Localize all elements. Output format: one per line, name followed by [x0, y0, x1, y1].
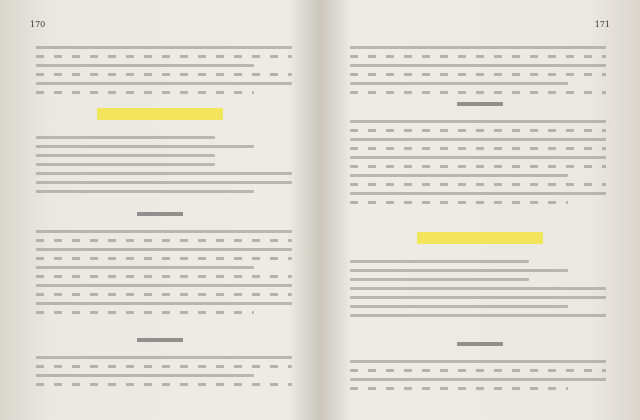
left-title-highlight	[97, 108, 223, 120]
left-pallavi-notation	[36, 224, 292, 320]
right-raga-info	[350, 254, 606, 323]
left-top-notation	[36, 40, 292, 100]
right-section-title	[320, 232, 640, 246]
left-anupallavi-notation	[36, 350, 292, 392]
right-title-highlight	[417, 232, 543, 244]
left-raga-info	[36, 130, 292, 199]
left-section-title	[0, 108, 320, 122]
right-pallavi-notation	[350, 354, 606, 396]
right-charanam-notation	[350, 114, 606, 210]
right-charanam-heading	[320, 100, 640, 108]
right-page	[320, 0, 640, 420]
left-pallavi-heading	[0, 210, 320, 218]
right-page-number: 171	[594, 20, 610, 29]
left-page-number: 170	[30, 20, 46, 29]
right-pallavi-heading	[320, 340, 640, 348]
left-anupallavi-heading	[0, 336, 320, 344]
right-top-notation	[350, 40, 606, 100]
